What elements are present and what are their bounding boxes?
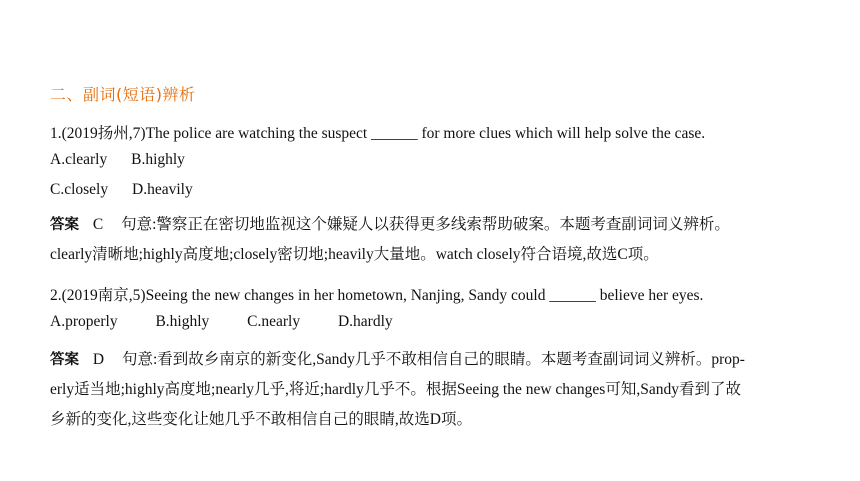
- question-1-answer: [50, 212, 730, 234]
- answer-explanation: 句意:看到故乡南京的新变化,Sandy几乎不敢相信自己的眼睛。本题考查副词词义辨析。prop-: [121, 351, 745, 368]
- question-1-explanation-cont: clearly清晰地;highly高度地;closely密切地;heavily大量地。watch closely符合语境,故选C项。: [50, 246, 659, 263]
- answer-letter: D: [92, 351, 105, 368]
- answer-explanation: 句意:警察正在密切地监视这个嫌疑人以获得更多线索帮助破案。本题考查副词词义辨析。: [121, 216, 730, 233]
- q1-option-b: B.highly: [131, 151, 185, 168]
- question-2-answer: [50, 347, 745, 369]
- question-2-options: [50, 313, 413, 331]
- q2-option-a: A.properly: [50, 313, 118, 330]
- question-2-explanation-cont: erly适当地;highly高度地;nearly几乎,将近;hardly几乎不。根据Seeing the new changes可知,Sandy看到了故: [50, 381, 741, 398]
- answer-label: 答案: [50, 217, 79, 233]
- q1-option-c: C.closely: [50, 181, 109, 198]
- q2-option-c: C.nearly: [247, 313, 301, 330]
- answer-label: 答案: [50, 352, 79, 368]
- q1-option-a: A.clearly: [50, 151, 108, 168]
- q1-option-d: D.heavily: [132, 181, 193, 198]
- question-1-options-row-2: [50, 181, 213, 199]
- question-1-stem: 1.(2019扬州,7)The police are watching the suspect ______ for more clues which will help solve the case.: [50, 125, 706, 142]
- q2-option-d: D.hardly: [337, 313, 393, 330]
- q2-option-b: B.highly: [155, 313, 210, 330]
- question-2-stem: 2.(2019南京,5)Seeing the new changes in her hometown, Nanjing, Sandy could ______ believe her eyes.: [50, 287, 704, 304]
- answer-letter: C: [92, 216, 104, 233]
- section-title: 二、副词(短语)辨析: [50, 85, 196, 104]
- question-2-explanation-cont-2: 乡新的变化,这些变化让她几乎不敢相信自己的眼睛,故选D项。: [50, 411, 472, 428]
- question-1-options-row-1: [50, 151, 205, 169]
